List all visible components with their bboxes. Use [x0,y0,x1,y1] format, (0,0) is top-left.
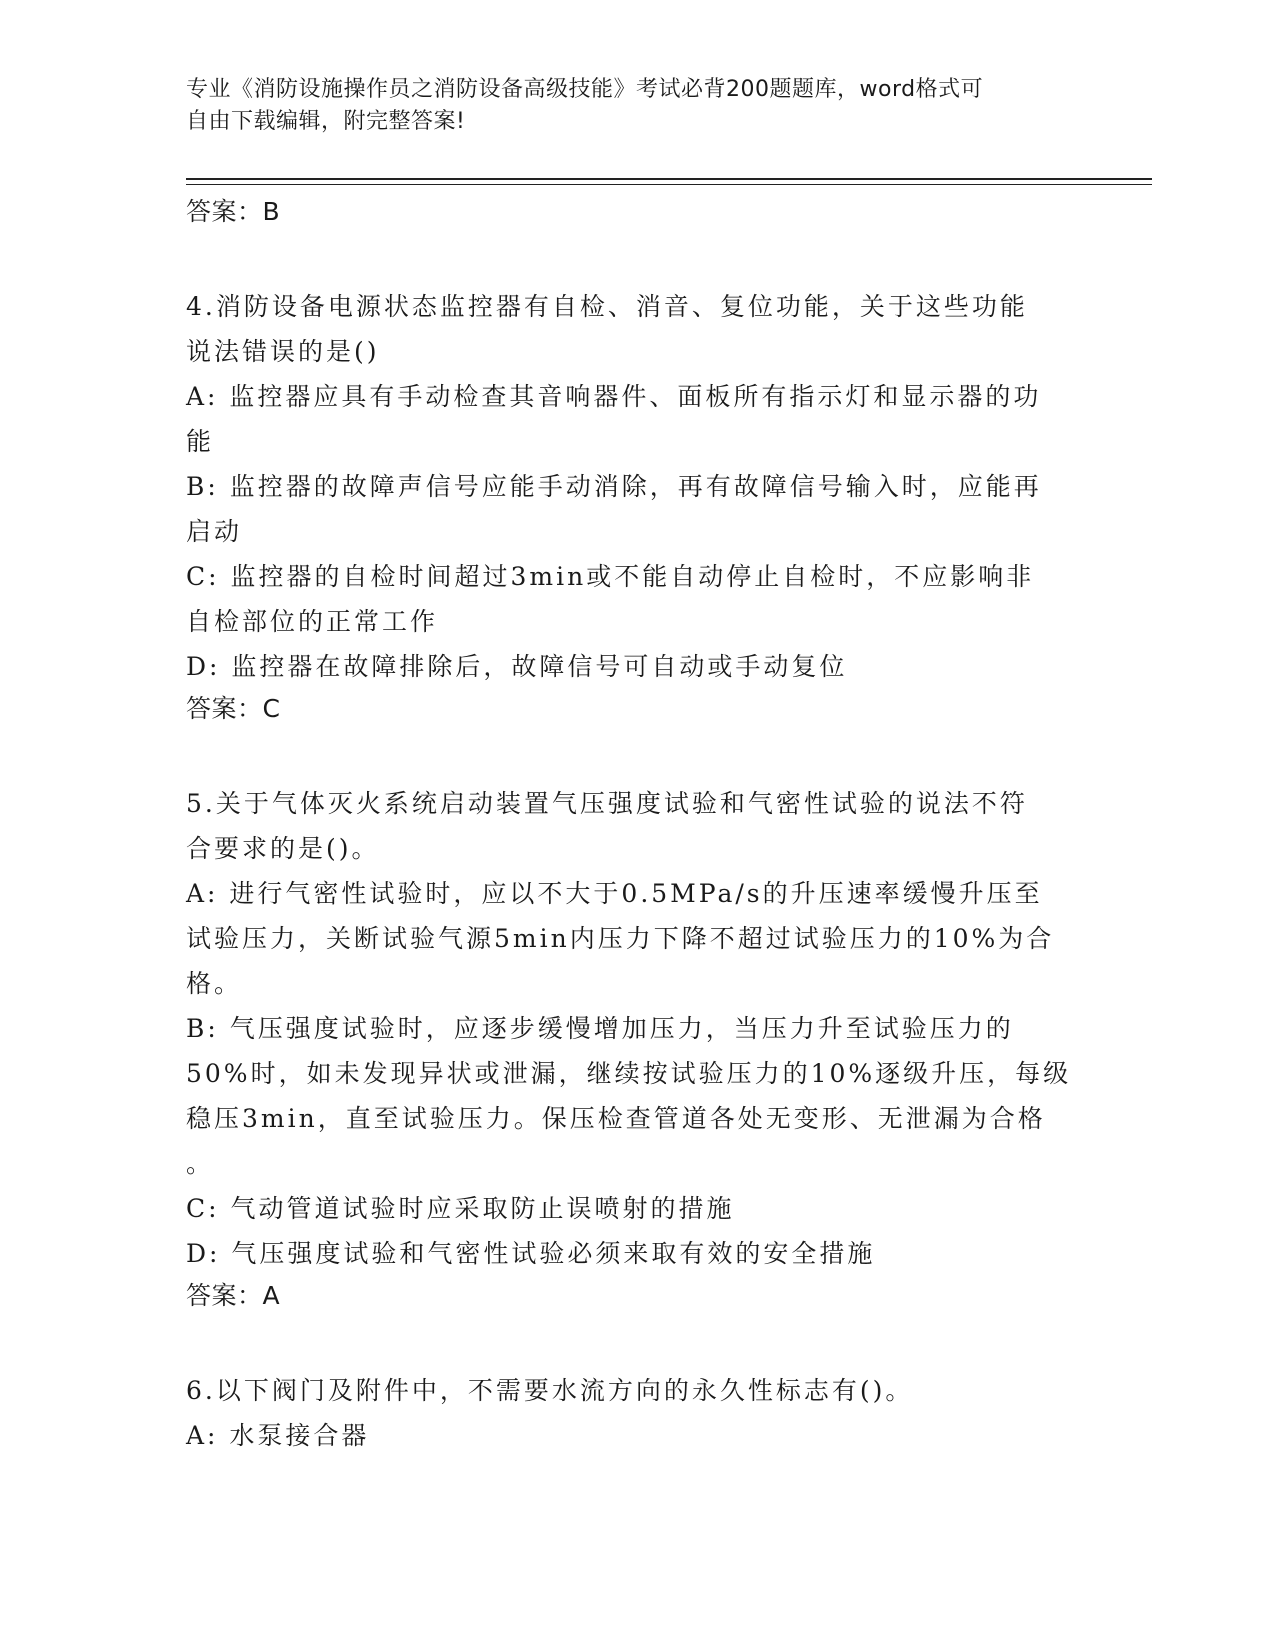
option-b: B: 气压强度试验时，应逐步缓慢增加压力，当压力升至试验压力的 [186,1014,1014,1043]
option-a: A: 进行气密性试验时，应以不大于0.5MPa/s的升压速率缓慢升压至 [186,879,1043,908]
header-divider-thick [186,178,1152,180]
option-a-cont: 格。 [186,969,243,998]
question-stem: 5.关于气体灭火系统启动装置气压强度试验和气密性试验的说法不符 [186,789,1028,818]
question-6 [186,1368,1086,1458]
question-stem-cont: 说法错误的是() [186,337,380,366]
question-5 [186,781,1086,1316]
option-d: D: 气压强度试验和气密性试验必须来取有效的安全措施 [186,1239,876,1268]
question-4 [186,284,1086,729]
question-stem-cont: 合要求的是()。 [186,834,380,863]
question-stem: 4.消防设备电源状态监控器有自检、消音、复位功能，关于这些功能 [186,292,1028,321]
option-c-cont: 自检部位的正常工作 [186,607,439,636]
document-header [186,74,1066,138]
option-a-cont: 试验压力，关断试验气源5min内压力下降不超过试验压力的10%为合 [186,924,1055,953]
header-divider-thin [186,184,1152,185]
answer-line: 答案：B [186,197,281,226]
question-stem: 6.以下阀门及附件中，不需要水流方向的永久性标志有()。 [186,1376,914,1405]
answer-line: 答案：A [186,1281,281,1310]
document-body [186,192,1086,1458]
option-a: A: 监控器应具有手动检查其音响器件、面板所有指示灯和显示器的功 [186,382,1042,411]
header-line-2: 自由下载编辑，附完整答案! [186,109,466,134]
option-b-cont: 。 [186,1149,215,1178]
option-b-cont: 50%时，如未发现异状或泄漏，继续按试验压力的10%逐级升压，每级 [186,1059,1072,1088]
option-b-cont: 稳压3min，直至试验压力。保压检查管道各处无变形、无泄漏为合格 [186,1104,1046,1133]
option-a-cont: 能 [186,427,215,456]
option-c: C: 气动管道试验时应采取防止误喷射的措施 [186,1194,735,1223]
option-b-cont: 启动 [186,517,243,546]
header-line-1: 专业《消防设施操作员之消防设备高级技能》考试必背200题题库，word格式可 [186,77,984,102]
option-d: D: 监控器在故障排除后，故障信号可自动或手动复位 [186,652,848,681]
option-b: B: 监控器的故障声信号应能手动消除，再有故障信号输入时，应能再 [186,472,1042,501]
option-a: A: 水泵接合器 [186,1421,370,1450]
option-c: C: 监控器的自检时间超过3min或不能自动停止自检时，不应影响非 [186,562,1035,591]
answer-line: 答案：C [186,694,281,723]
